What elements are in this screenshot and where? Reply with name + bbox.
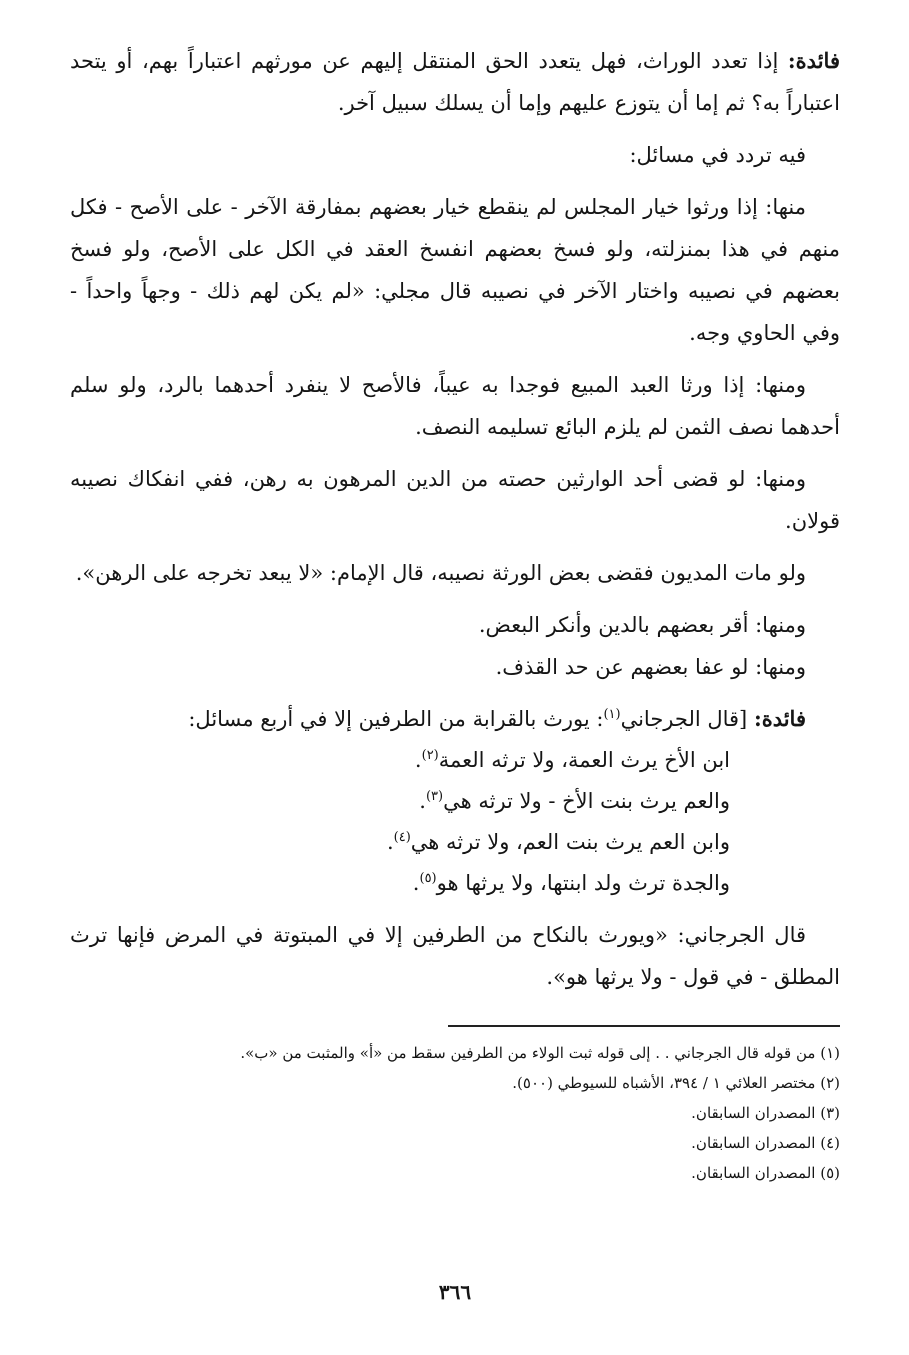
list-item: والعم يرث بنت الأخ - ولا ترثه هي$^{(٣)}$. <box>419 789 730 813</box>
list-item-text: وابن العم يرث بنت العم، ولا ترثه هي <box>410 830 730 854</box>
paragraph-benefit-heirs <box>70 40 840 124</box>
benefit-label: فائدة: <box>753 706 806 731</box>
paragraph-defective-slave: ومنها: إذا ورثا العبد المبيع فوجدا به عيباً، فالأصح لا ينفرد أحدهما بالرد، ولو سلم أحدهما نصف الثمن لم يلزم البائع تسليمه النصف. <box>70 373 840 439</box>
footnote-ref: (٢) <box>421 748 439 763</box>
paragraph-debtor-died: ولو مات المديون فقضى بعض الورثة نصيبه، قال الإمام: «لا يبعد تخرجه على الرهن». <box>75 561 806 585</box>
paragraph-text: : يورث بالقرابة من الطرفين إلا في أربع مسائل: <box>188 707 604 731</box>
paragraph-mortgage-share: ومنها: لو قضى أحد الوارثين حصته من الدين المرهون به رهن، ففي انفكاك نصيبه قولان. <box>70 467 840 533</box>
paragraph-text: إذا تعدد الوراث، فهل يتعدد الحق المنتقل إليهم عن مورثهم اعتباراً بهم، أو يتحد اعتباراً به؟ ثم إما أن يتوزع عليهم وإما أن يسلك سبيل آخر. <box>70 49 840 115</box>
footnote-divider <box>448 1025 840 1027</box>
footnote-ref: (٤) <box>393 830 411 845</box>
paragraph-hesitation: فيه تردد في مسائل: <box>629 143 806 167</box>
footnote-3: (٣) المصدران السابقان. <box>691 1104 840 1122</box>
list-item: والجدة ترث ولد ابنتها، ولا يرثها هو$^{(٥)}$. <box>412 871 730 895</box>
paragraph-acknowledgement: ومنها: أقر بعضهم بالدين وأنكر البعض. <box>478 613 806 637</box>
footnote-4: (٤) المصدران السابقان. <box>691 1134 840 1152</box>
footnote-ref: (٥) <box>419 871 437 886</box>
list-item-text: والجدة ترث ولد ابنتها، ولا يرثها هو <box>436 871 730 895</box>
footnotes <box>70 1038 840 1188</box>
paragraph-majlis-option: منها: إذا ورثوا خيار المجلس لم ينقطع خيار بعضهم بمفارقة الآخر - على الأصح - فكل منهم في هذا بمنزلته، ولو فسخ بعضهم انفسخ العقد في الكل على الأصح، ولو فسخ بعضهم في نصيبه واختار الآخر في نصيبه قال مجلي: «لم يكن لهم ذلك - وجهاً واحداً - وفي الحاوي وجه. <box>70 195 840 345</box>
inheritance-exceptions-list <box>70 740 840 904</box>
footnote-1: (١) من قوله قال الجرجاني . . إلى قوله ثبت الولاء من الطرفين سقط من «أ» والمثبت من «ب». <box>240 1044 840 1062</box>
paragraph-text: [قال الجرجاني <box>620 707 748 731</box>
benefit-label: فائدة: <box>787 48 840 73</box>
book-page <box>70 40 840 1340</box>
paragraph-benefit-jurjani <box>70 698 840 740</box>
paragraph-qadhf-pardon: ومنها: لو عفا بعضهم عن حد القذف. <box>495 655 806 679</box>
page-number: ٣٦٦ <box>438 1280 472 1304</box>
footnote-ref: (٣) <box>425 789 444 804</box>
list-item-text: ابن الأخ يرث العمة، ولا ترثه العمة <box>438 748 730 772</box>
list-item: وابن العم يرث بنت العم، ولا ترثه هي$^{(٤)}$. <box>386 830 730 854</box>
list-item: ابن الأخ يرث العمة، ولا ترثه العمة$^{(٢)}$. <box>414 748 730 772</box>
footnote-5: (٥) المصدران السابقان. <box>691 1164 840 1182</box>
footnote-ref: (١) <box>603 707 621 722</box>
footnote-2: (٢) مختصر العلائي ١ / ٣٩٤، الأشباه للسيوطي (٥٠٠). <box>512 1074 840 1092</box>
paragraph-marriage-inheritance: قال الجرجاني: «ويورث بالنكاح من الطرفين إلا في المبتوتة في المرض فإنها ترث المطلق - في قول - ولا يرثها هو». <box>70 923 840 989</box>
list-item-text: والعم يرث بنت الأخ - ولا ترثه هي <box>443 789 730 813</box>
